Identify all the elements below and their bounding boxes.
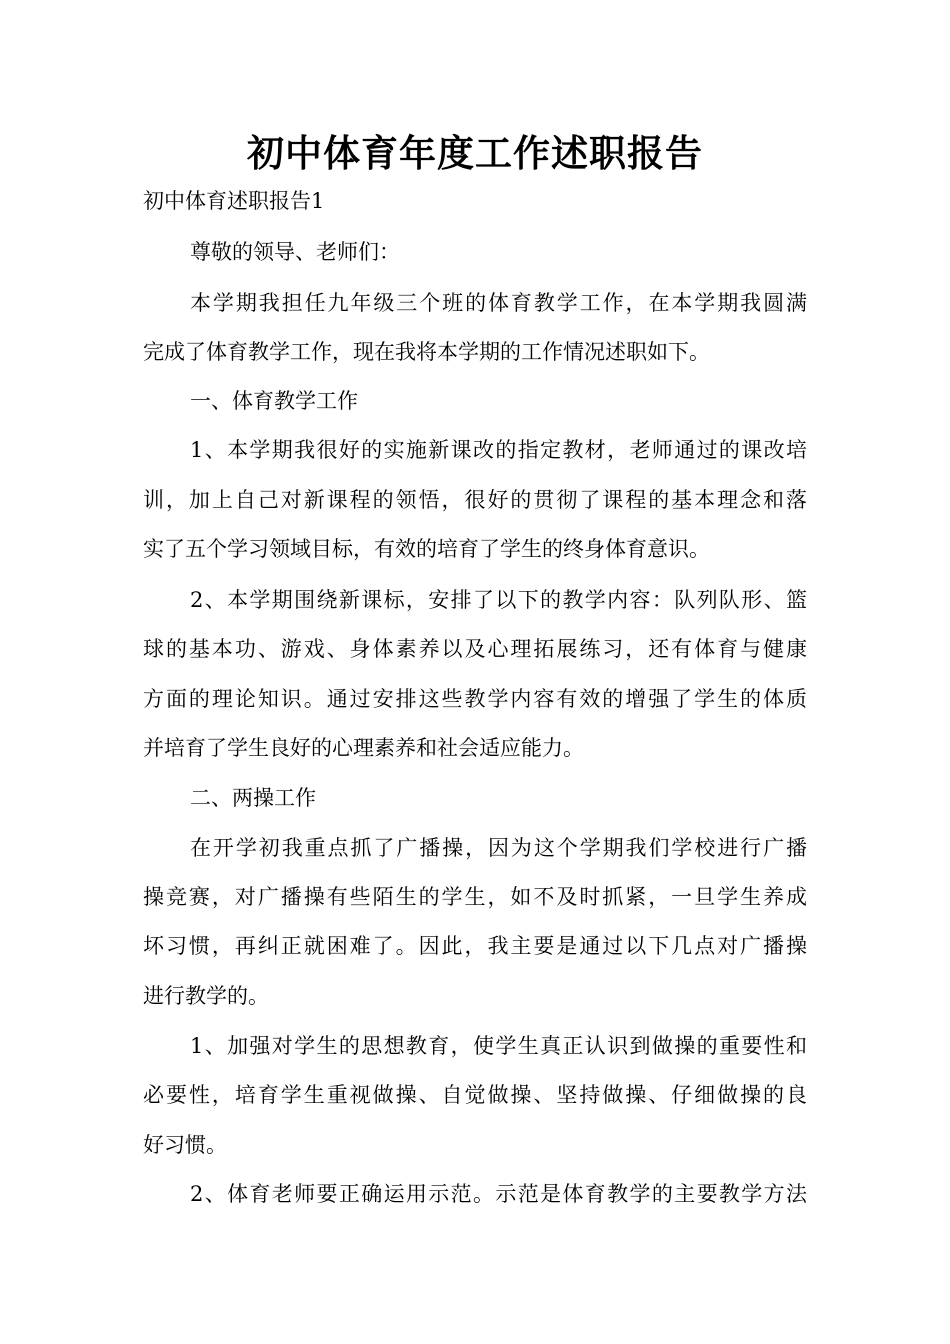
paragraph-line: 并培育了学生良好的心理素养和社会适应能力。: [143, 736, 584, 760]
paragraph-line: 1、加强对学生的思想教育，使学生真正认识到做操的重要性和: [190, 1034, 807, 1058]
paragraph-line: 方面的理论知识。通过安排这些教学内容有效的增强了学生的体质: [143, 687, 807, 711]
paragraph-line: 训，加上自己对新课程的领悟，很好的贯彻了课程的基本理念和落: [143, 488, 807, 512]
paragraph-line: 操竞赛，对广播操有些陌生的学生，如不及时抓紧，一旦学生养成: [143, 885, 807, 909]
paragraph-line: 实了五个学习领域目标，有效的培育了学生的终身体育意识。: [143, 537, 710, 561]
paragraph-line: 完成了体育教学工作，现在我将本学期的工作情况述职如下。: [143, 340, 710, 364]
section-heading-report-1: 初中体育述职报告1: [143, 189, 325, 213]
section-heading-teaching: 一、体育教学工作: [190, 389, 358, 413]
paragraph-line: 2、本学期围绕新课标，安排了以下的教学内容：队列队形、篮: [190, 588, 807, 612]
paragraph-line: 在开学初我重点抓了广播操，因为这个学期我们学校进行广播: [190, 836, 807, 860]
paragraph-line: 本学期我担任九年级三个班的体育教学工作，在本学期我圆满: [190, 291, 807, 315]
paragraph-line: 好习惯。: [143, 1133, 227, 1157]
document-title: 初中体育年度工作述职报告: [247, 131, 703, 175]
section-heading-exercises: 二、两操工作: [190, 786, 316, 810]
paragraph-line: 球的基本功、游戏、身体素养以及心理拓展练习，还有体育与健康: [143, 637, 807, 661]
paragraph-line: 进行教学的。: [143, 984, 269, 1008]
salutation: 尊敬的领导、老师们：: [190, 240, 400, 264]
paragraph-line: 必要性，培育学生重视做操、自觉做操、坚持做操、仔细做操的良: [143, 1083, 807, 1107]
paragraph-line: 坏习惯，再纠正就困难了。因此，我主要是通过以下几点对广播操: [143, 934, 807, 958]
paragraph-line: 2、体育老师要正确运用示范。示范是体育教学的主要教学方法: [190, 1182, 807, 1206]
paragraph-line: 1、本学期我很好的实施新课改的指定教材，老师通过的课改培: [190, 438, 807, 462]
